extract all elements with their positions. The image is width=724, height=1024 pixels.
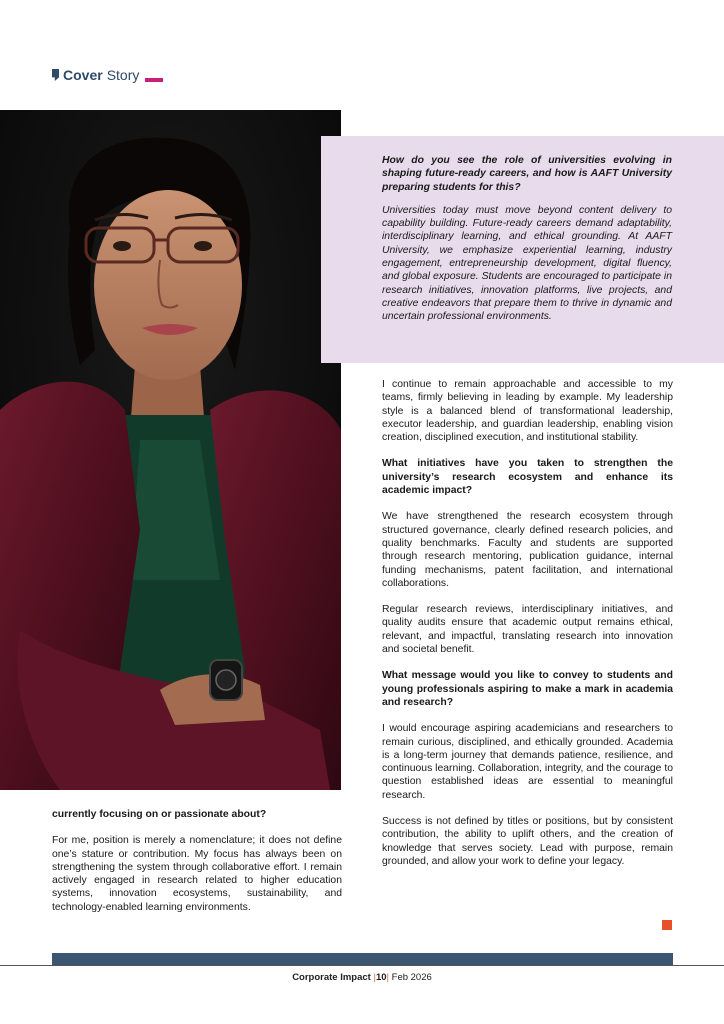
body-paragraph: We have strengthened the research ecosystem through structured governance, clearly defined research policies, and quality benchmarks. Faculty and students are supported through research mentoring, publication guidance, internal funding mechanisms, patent facilitation, and international collaborations. <box>382 511 673 589</box>
question-heading-continued: currently focusing on or passionate about? <box>52 809 267 820</box>
left-column <box>52 808 342 927</box>
section-accent-bar <box>145 78 163 82</box>
right-column <box>382 378 673 881</box>
footer-band <box>52 953 673 965</box>
box-question: How do you see the role of universities evolving in shaping future-ready careers, and how is AAFT University preparing students for this? <box>382 155 672 193</box>
footer-divider <box>0 965 724 966</box>
publication-name: Corporate Impact <box>292 972 371 983</box>
section-tag <box>52 66 163 84</box>
body-paragraph: Success is not defined by titles or positions, but by consistent contribution, the ability to uplift others, and the creation of knowledge that serves society. Lead with purpose, remain grounded, and allow your work to define your legacy. <box>382 816 673 867</box>
footer-separator: | <box>386 972 389 983</box>
section-word-cover: Cover <box>63 67 103 83</box>
page-number: 10 <box>375 972 387 983</box>
body-paragraph: I continue to remain approachable and accessible to my teams, firmly believing in leading by example. My leadership style is a balanced blend of transformational leadership, executor leadership, and guardian leadership, enabling vision creation, disciplined execution, and institutional stability. <box>382 379 673 444</box>
body-paragraph: I would encourage aspiring academicians and researchers to remain curious, disciplined, and ethically grounded. Academia is a long-term journey that demands patience, resilience, and continuous learning. Collaboration, integrity, and the courage to question established ideas are essential to meaningful research. <box>382 723 673 801</box>
page-footer <box>0 972 724 983</box>
section-word-story: Story <box>106 67 140 83</box>
body-paragraph: For me, position is merely a nomenclature; it does not define one’s stature or contribution. My focus has always been on strengthening the system through collaborative effort. I remain actively engaged in research related to higher education systems, innovation ecosystems, sustainability, and technology-enabled learning environments. <box>52 835 342 913</box>
end-of-article-mark <box>662 920 672 930</box>
quote-marker-icon <box>52 69 59 81</box>
highlight-question-box <box>321 136 724 363</box>
question-heading: What message would you like to convey to students and young professionals aspiring to make a mark in academia and research? <box>382 670 673 708</box>
footer-separator: | <box>373 972 376 983</box>
portrait-photo <box>0 110 341 790</box>
issue-date: Feb 2026 <box>391 972 432 983</box>
box-answer: Universities today must move beyond content delivery to capability building. Future-ready careers demand adaptability, interdisciplinary learning, and ethical grounding. At AAFT University, we emphasize experiential learning, industry engagement, entrepreneurship development, digital fluency, and global exposure. Students are encouraged to participate in research initiatives, innovation platforms, live projects, and creative endeavors that prepare them to thrive in dynamic and uncertain professional environments. <box>382 204 672 323</box>
question-heading: What initiatives have you taken to strengthen the university’s research ecosystem and enhance its academic impact? <box>382 458 673 497</box>
body-paragraph: Regular research reviews, interdisciplinary initiatives, and quality audits ensure that academic output remains ethical, relevant, and impactful, translating research into innovation and societal benefit. <box>382 604 673 656</box>
